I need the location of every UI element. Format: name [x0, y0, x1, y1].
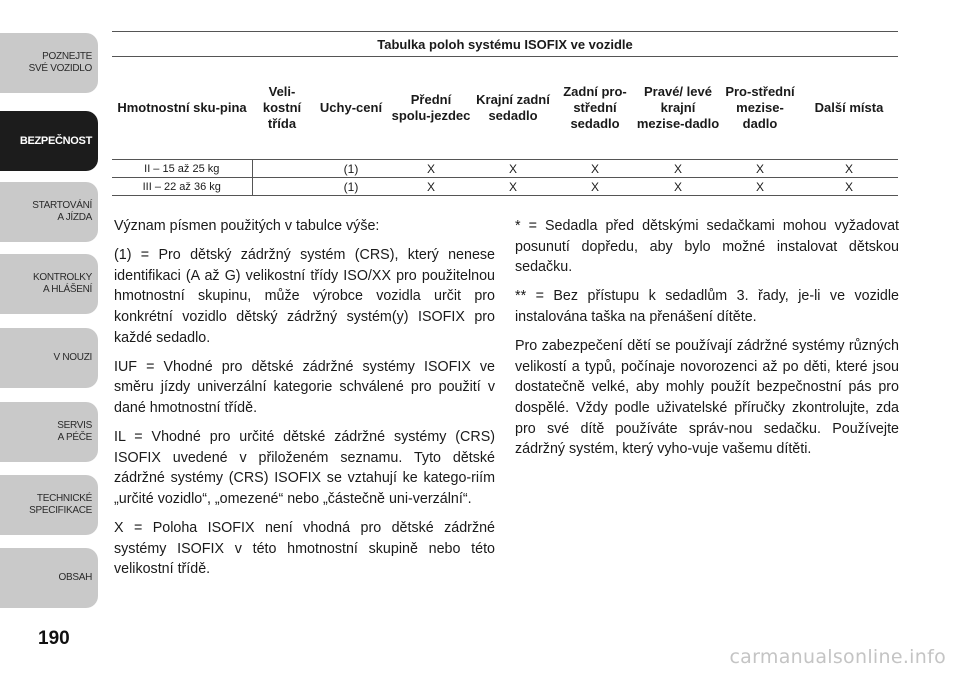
table-cell: III – 22 až 36 kg: [112, 178, 252, 196]
column-header: Hmotnostní sku-pina: [112, 57, 252, 160]
table-cell: X: [800, 178, 898, 196]
table-row: [112, 160, 898, 178]
paragraph-iuf: IUF = Vhodné pro dětské zádržné systémy ISOFIX ve směru jízdy univerzální kategorie schválené pro použití v dané hmotnostní třídě.: [114, 358, 495, 416]
tab-v-nouzi[interactable]: [0, 328, 98, 388]
paragraph-il: IL = Vhodné pro určité dětské zádržné systémy (CRS) ISOFIX uvedené v přiloženém seznamu. Tyto dětské zádržné systémy (CRS) ISOFIX se vztahují ke katego-riím „určité vozidlo“, „omezené“ nebo „částečně uni-verzální“.: [114, 429, 495, 507]
table-cell: X: [472, 160, 554, 178]
tab-poznejte-sve-vozidlo[interactable]: [0, 33, 98, 93]
column-header: Zadní pro-střední sedadlo: [554, 57, 636, 160]
tab-servis-a-pece[interactable]: [0, 402, 98, 462]
table-cell: X: [554, 178, 636, 196]
column-header: Další místa: [800, 57, 898, 160]
tab-label-line: SPECIFIKACE: [29, 505, 92, 516]
column-header: Uchy-cení: [312, 57, 390, 160]
tab-label-line: SVÉ VOZIDLO: [28, 63, 92, 74]
paragraph-intro: Význam písmen použitých v tabulce výše:: [114, 218, 380, 234]
table-cell: X: [720, 178, 800, 196]
table-cell: (1): [312, 178, 390, 196]
tab-bezpecnost[interactable]: [0, 111, 98, 171]
table-cell: X: [636, 178, 720, 196]
table-cell: X: [720, 160, 800, 178]
paragraph-x: X = Poloha ISOFIX není vhodná pro dětské zádržné systémy ISOFIX v této hmotnostní skupině nebo této velikostní třídě.: [114, 520, 495, 578]
tab-label-line: V NOUZI: [53, 352, 92, 363]
tab-label-line: A PÉČE: [57, 432, 92, 443]
table-cell: (1): [312, 160, 390, 178]
paragraph-double-asterisk: ** = Bez přístupu k sedadlům 3. řady, je-li ve vozidle instalována taška na přenášení dítěte.: [515, 288, 899, 325]
tab-label-line: A HLÁŠENÍ: [43, 284, 92, 295]
tab-technicke-specifikace[interactable]: [0, 475, 98, 535]
tab-label-line: TECHNICKÉ: [36, 493, 92, 504]
table-cell: [252, 160, 312, 178]
table-cell: II – 15 až 25 kg: [112, 160, 252, 178]
tab-label-line: BEZPEČNOST: [19, 135, 92, 147]
tab-startovani-a-jizda[interactable]: [0, 182, 98, 242]
tab-label-line: STARTOVÁNÍ: [32, 200, 92, 211]
chapter-sidebar: [0, 0, 100, 678]
table-cell: [252, 178, 312, 196]
paragraph-note-1: (1) = Pro dětský zádržný systém (CRS), který nenese identifikaci (A až G) velikostní třídy ISO/XX pro použitelnou hmotnostní skupinu, může výrobce vozidla určit pro konkrétní vozidlo dětský zádržný systém(y) ISOFIX pro každé sedadlo.: [114, 247, 495, 346]
paragraph-asterisk: * = Sedadla před dětskými sedačkami mohou vyžadovat posunutí dopředu, aby bylo možné instalovat dětskou sedačku.: [515, 218, 899, 276]
tab-obsah[interactable]: [0, 548, 98, 608]
column-header: Přední spolu-jezdec: [390, 57, 472, 160]
tab-label-line: POZNEJTE: [42, 51, 92, 62]
column-header: Krajní zadní sedadlo: [472, 57, 554, 160]
table-cell: X: [390, 160, 472, 178]
tab-label-line: OBSAH: [58, 572, 92, 583]
table-caption: Tabulka poloh systému ISOFIX ve vozidle: [112, 32, 898, 57]
table-cell: X: [472, 178, 554, 196]
column-header: Veli-kostní třída: [252, 57, 312, 160]
tab-label-line: SERVIS: [57, 420, 92, 431]
tab-kontrolky-a-hlaseni[interactable]: [0, 254, 98, 314]
table-cell: X: [800, 160, 898, 178]
table-cell: X: [636, 160, 720, 178]
table-cell: X: [554, 160, 636, 178]
tab-label-line: A JÍZDA: [57, 212, 92, 223]
isofix-table: [112, 31, 898, 196]
paragraph-child-restraint: Pro zabezpečení dětí se používají zádržné systémy různých velikostí a typů, počínaje novorozenci až po děti, které jsou dostatečně velké, aby mohly použít bezpečnostní pás pro dospělé. Vždy podle uživatelské příručky zkontrolujte, zda pro své dítě používáte správ-nou sedačku. Používejte zádržný systém, který vyho-vuje vašemu dítěti.: [515, 338, 899, 458]
column-header: Pro-střední mezise-dadlo: [720, 57, 800, 160]
right-text-column: [515, 216, 899, 468]
table-row: [112, 178, 898, 196]
table-cell: X: [390, 178, 472, 196]
column-header: Pravé/ levé krajní mezise-dadlo: [636, 57, 720, 160]
table-header-row: [112, 57, 898, 160]
page-number: 190: [38, 628, 70, 649]
left-text-column: [114, 216, 495, 588]
watermark: carmanualsonline.info: [729, 646, 946, 668]
tab-label-line: KONTROLKY: [33, 272, 92, 283]
